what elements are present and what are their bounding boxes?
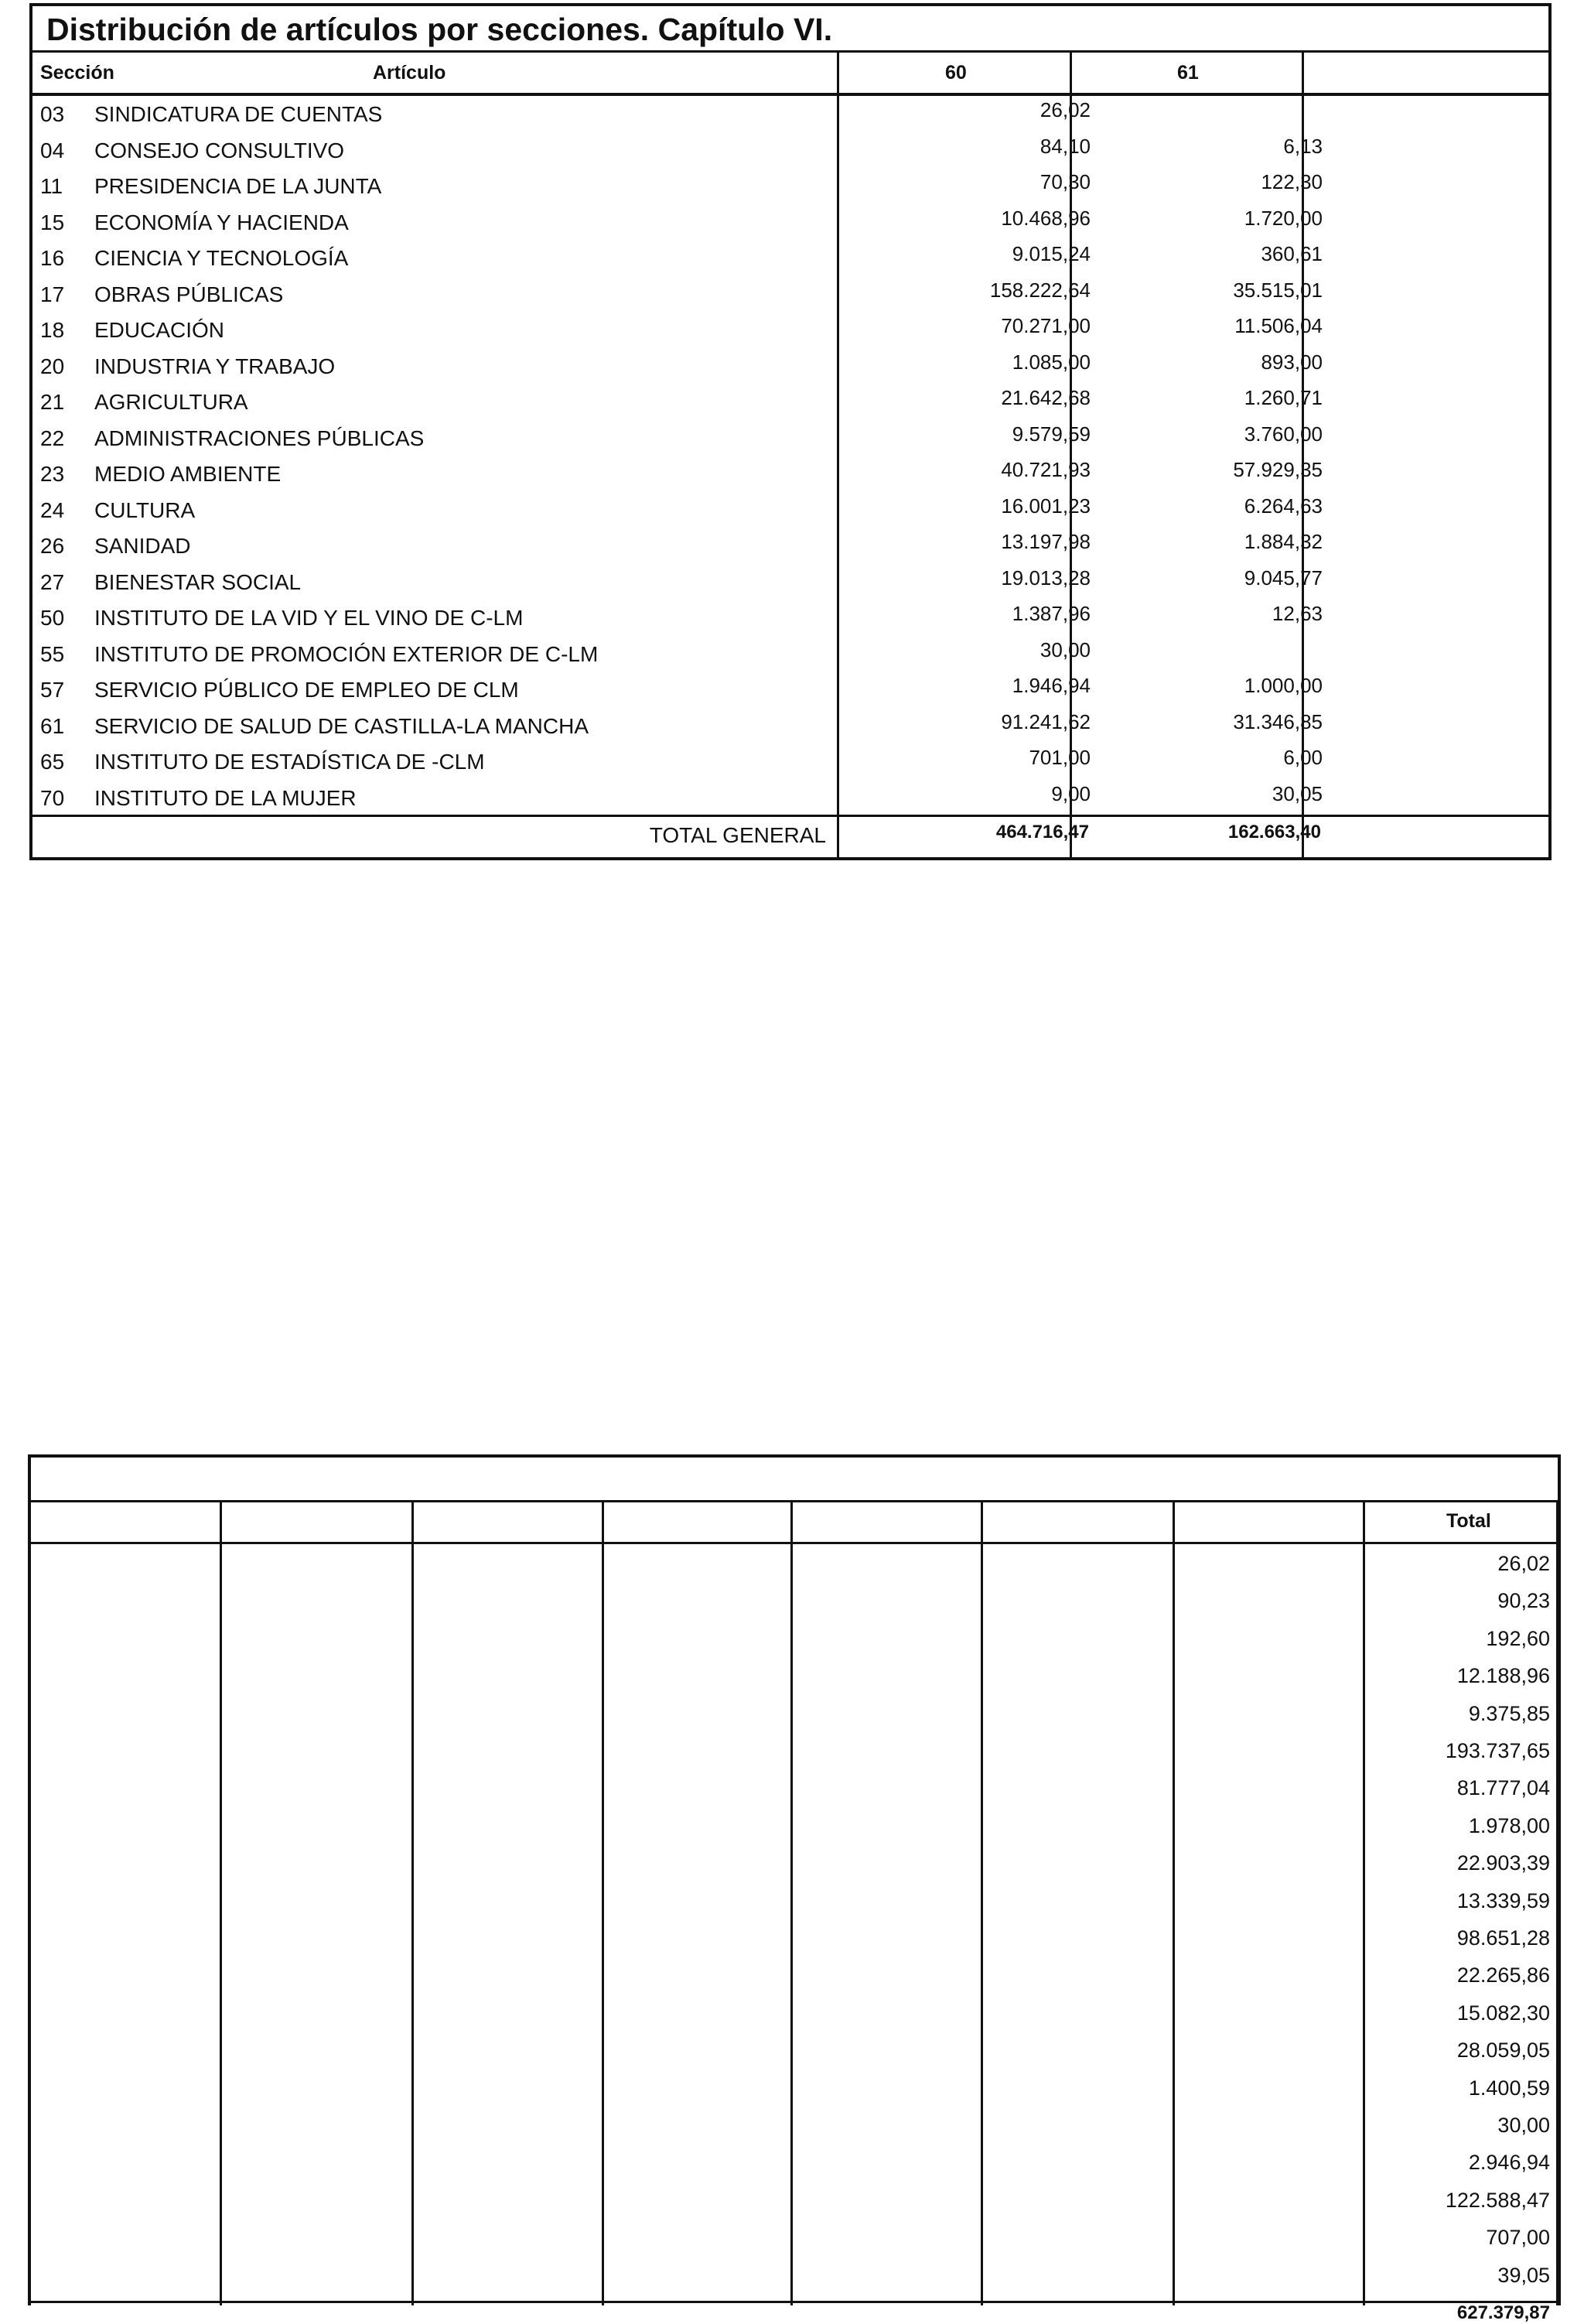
section-name: CONSEJO CONSULTIVO (94, 138, 345, 162)
section-name: BIENESTAR SOCIAL (94, 569, 302, 594)
table-title: Distribución de artículos por secciones. Capítulo VI. (32, 6, 1548, 53)
table-row (32, 204, 1548, 241)
value-61: 1.884,32 (1244, 530, 1323, 553)
table-row (32, 96, 1548, 132)
table-header (31, 1502, 1558, 1544)
row-total: 1.400,59 (1468, 2076, 1550, 2100)
header-seccion: Sección (40, 62, 114, 84)
value-60: 91.241,62 (1001, 709, 1091, 733)
value-61: 12,63 (1272, 602, 1323, 625)
value-61: 57.929,35 (1233, 458, 1323, 481)
section-name: SERVICIO DE SALUD DE CASTILLA-LA MANCHA (94, 713, 589, 738)
table-row (32, 384, 1548, 420)
value-61: 1.260,71 (1244, 386, 1323, 409)
section-name: PRESIDENCIA DE LA JUNTA (94, 174, 382, 198)
table-row (32, 132, 1548, 169)
section-name: INDUSTRIA Y TRABAJO (94, 354, 336, 378)
section-name: AGRICULTURA (94, 390, 248, 414)
section-name: ADMINISTRACIONES PÚBLICAS (94, 425, 425, 450)
row-total: 12.188,96 (1456, 1664, 1550, 1688)
total-row (32, 815, 1548, 857)
section-code: 26 (40, 534, 65, 558)
row-total: 22.903,39 (1456, 1851, 1550, 1875)
row-total: 2.946,94 (1468, 2151, 1550, 2175)
value-61: 893,00 (1261, 350, 1323, 374)
value-60: 9.579,59 (1012, 422, 1091, 446)
row-total: 81.777,04 (1456, 1776, 1550, 1800)
table-row (32, 564, 1548, 600)
value-60: 19.013,28 (1001, 566, 1091, 590)
section-code: 55 (40, 641, 65, 666)
section-name: EDUCACIÓN (94, 318, 225, 342)
value-60: 21.642,68 (1001, 386, 1091, 409)
section-code: 65 (40, 750, 65, 774)
value-60: 701,00 (1029, 746, 1091, 769)
divider (981, 1502, 983, 2305)
distribution-table-part-2 (28, 1454, 1561, 2323)
table-row (32, 672, 1548, 708)
value-60: 9,00 (1051, 781, 1091, 805)
value-61: 1.000,00 (1244, 674, 1323, 697)
section-code: 11 (40, 174, 63, 198)
row-total: 39,05 (1497, 2263, 1550, 2287)
header-total: Total (1446, 1510, 1491, 1532)
distribution-table-part-1 (29, 3, 1552, 860)
value-61: 360,61 (1261, 242, 1323, 265)
section-name: INSTITUTO DE ESTADÍSTICA DE -CLM (94, 750, 485, 774)
section-name: SERVICIO PÚBLICO DE EMPLEO DE CLM (94, 678, 519, 702)
value-60: 10.468,96 (1001, 206, 1091, 230)
header-col-60: 60 (945, 62, 967, 84)
table-row (32, 600, 1548, 636)
row-total: 192,60 (1486, 1626, 1550, 1650)
divider (220, 1502, 222, 2305)
value-60: 158.222,64 (989, 278, 1091, 302)
value-60: 26,02 (1040, 98, 1091, 121)
table-row (32, 276, 1548, 313)
total-divider (31, 2301, 1558, 2303)
section-name: INSTITUTO DE LA MUJER (94, 785, 357, 810)
value-61: 30,05 (1272, 781, 1323, 805)
table-row (32, 743, 1548, 780)
row-total: 193.737,65 (1445, 1739, 1550, 1762)
row-total: 15.082,30 (1456, 2001, 1550, 2025)
row-total: 122.588,47 (1445, 2188, 1550, 2212)
section-code: 16 (40, 246, 65, 270)
value-60: 84,10 (1040, 134, 1091, 158)
value-60: 13.197,98 (1001, 530, 1091, 553)
section-name: INSTITUTO DE LA VID Y EL VINO DE C-LM (94, 606, 524, 630)
total-61: 162.663,40 (1227, 822, 1321, 842)
section-code: 61 (40, 713, 65, 738)
value-61: 31.346,85 (1233, 709, 1323, 733)
section-name: MEDIO AMBIENTE (94, 462, 282, 486)
section-name: SANIDAD (94, 534, 191, 558)
table-row (32, 240, 1548, 276)
value-60: 70.271,00 (1001, 314, 1091, 337)
header-col-61: 61 (1177, 62, 1199, 84)
section-name: SINDICATURA DE CUENTAS (94, 102, 383, 126)
table-row (32, 456, 1548, 492)
divider (790, 1502, 793, 2305)
header-articulo: Artículo (373, 62, 446, 84)
table-top-band (31, 1458, 1558, 1502)
row-total: 90,23 (1497, 1589, 1550, 1613)
value-61: 3.760,00 (1244, 422, 1323, 446)
section-name: OBRAS PÚBLICAS (94, 282, 284, 306)
row-total: 9.375,85 (1468, 1701, 1550, 1725)
grand-total: 627.379,87 (1456, 2302, 1550, 2323)
section-name: ECONOMÍA Y HACIENDA (94, 210, 349, 234)
divider (1173, 1502, 1175, 2305)
divider (1556, 1502, 1558, 2305)
value-61: 6,00 (1283, 746, 1323, 769)
section-name: CULTURA (94, 497, 196, 522)
value-61: 1.720,00 (1244, 206, 1323, 230)
row-total: 98.651,28 (1456, 1926, 1550, 1950)
section-name: CIENCIA Y TECNOLOGÍA (94, 246, 349, 270)
value-60: 70,30 (1040, 170, 1091, 193)
table-row (32, 420, 1548, 456)
row-total: 22.265,86 (1456, 1963, 1550, 1987)
value-60: 40.721,93 (1001, 458, 1091, 481)
section-code: 22 (40, 425, 65, 450)
section-code: 03 (40, 102, 65, 126)
total-label: TOTAL GENERAL (649, 823, 826, 847)
divider (1363, 1502, 1365, 2305)
table-row (32, 168, 1548, 204)
table-row (32, 636, 1548, 672)
value-60: 1.387,96 (1012, 602, 1091, 625)
section-code: 04 (40, 138, 65, 162)
value-60: 16.001,23 (1001, 494, 1091, 518)
row-total: 1.978,00 (1468, 1813, 1550, 1837)
section-code: 50 (40, 606, 65, 630)
value-61: 122,30 (1261, 170, 1323, 193)
value-61: 9.045,77 (1244, 566, 1323, 590)
table-header (32, 53, 1548, 96)
table-row (32, 492, 1548, 528)
value-61: 11.506,04 (1234, 314, 1323, 337)
value-61: 6.264,63 (1244, 494, 1323, 518)
section-code: 18 (40, 318, 65, 342)
row-total: 13.339,59 (1456, 1888, 1550, 1912)
row-total: 28.059,05 (1456, 2039, 1550, 2063)
value-60: 30,00 (1040, 637, 1091, 661)
section-name: INSTITUTO DE PROMOCIÓN EXTERIOR DE C-LM (94, 641, 599, 666)
row-total: 30,00 (1497, 2114, 1550, 2137)
section-code: 27 (40, 569, 65, 594)
table-row (32, 312, 1548, 348)
value-60: 1.946,94 (1012, 674, 1091, 697)
section-code: 17 (40, 282, 65, 306)
section-code: 15 (40, 210, 65, 234)
section-code: 23 (40, 462, 65, 486)
divider (602, 1502, 604, 2305)
value-60: 9.015,24 (1012, 242, 1091, 265)
section-code: 24 (40, 497, 65, 522)
value-61: 35.515,01 (1233, 278, 1323, 302)
value-60: 1.085,00 (1012, 350, 1091, 374)
row-total: 707,00 (1486, 2226, 1550, 2250)
table-row (32, 708, 1548, 744)
section-code: 57 (40, 678, 65, 702)
section-code: 21 (40, 390, 65, 414)
total-60: 464.716,47 (995, 822, 1089, 842)
section-code: 70 (40, 785, 65, 810)
table-row (32, 348, 1548, 384)
section-code: 20 (40, 354, 65, 378)
table-row (32, 528, 1548, 564)
value-61: 6,13 (1283, 134, 1323, 158)
table-row (32, 780, 1548, 816)
row-total: 26,02 (1497, 1552, 1550, 1575)
divider (411, 1502, 414, 2305)
